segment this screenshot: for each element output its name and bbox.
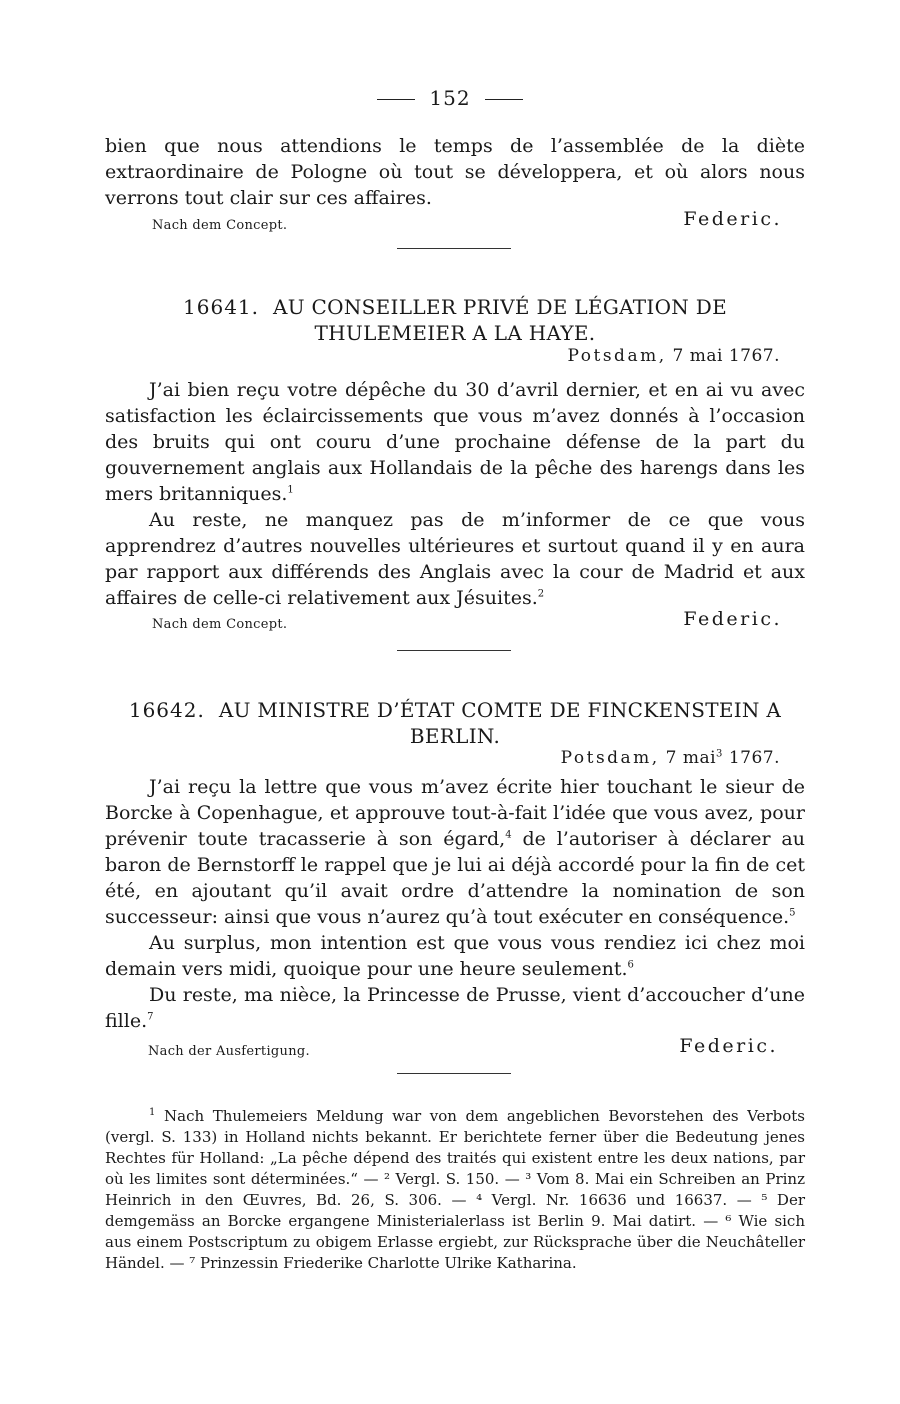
footnote-body: Nach Thulemeiers Meldung war von dem angeblichen Bevorstehen des Verbots (vergl. S. 133) in Holland nichts bekannt. Er berichtete ferner über die Bedeutung jenes Rechtes für Holland: „La pêche dépend des traités qui existent entre les deux nations, par où les limites sont déterminées.“ — ² Vergl. S. 150. — ³ Vom 8. Mai ein Schreiben an Prinz Heinrich in den Œuvres, Bd. 26, S. 306. — ⁴ Vergl. Nr. 16636 und 16637. — ⁵ Der demgemäss an Borcke ergangene Ministerialerlass ist Berlin 9. Mai datirt. — ⁶ Wie sich aus einem Postscriptum zu obigem Erlasse ergiebt, zur Rücksprache über die Neuchâteller Händel. — ⁷ Prinzessin Friederike Charlotte Ulrike Katharina. bbox=[105, 1107, 805, 1272]
footnote-ref: 4 bbox=[505, 829, 512, 841]
letter-addressee: AU CONSEILLER PRIVÉ DE LÉGATION DE THULEMEIER A LA HAYE. bbox=[273, 295, 727, 345]
letter-number: 16641. bbox=[183, 295, 259, 319]
letter-body bbox=[105, 377, 805, 611]
letter-signature: Federic. bbox=[679, 1035, 778, 1057]
separator-rule bbox=[397, 248, 511, 249]
paragraph-text: Au surplus, mon intention est que vous vous rendiez ici chez moi demain vers midi, quoique pour une heure seulement. bbox=[105, 932, 805, 980]
letter-place: Potsdam, bbox=[560, 748, 660, 768]
paragraph-text: Du reste, ma nièce, la Princesse de Prusse, vient d’accoucher d’une fille. bbox=[105, 984, 805, 1032]
letter-place: Potsdam, bbox=[567, 346, 667, 366]
paragraph-text: J’ai bien reçu votre dépêche du 30 d’avril dernier, et en ai vu avec satisfaction les éclaircissements que vous m’avez donnés à l’occasion des bruits qui ont couru d’une prochaine défense de la part du gouvernement anglais aux Hollandais de la pêche des harengs dans les mers britanniques. bbox=[105, 379, 805, 505]
paragraph-text: J’ai reçu la lettre que vous m’avez écrite hier touchant le sieur de Borcke à Copenhague, et approuve tout-à-fait l’idée que vous avez, pour prévenir toute tracasserie à son égard, bbox=[105, 776, 805, 850]
letter-addressee: AU MINISTRE D’ÉTAT COMTE DE FINCKENSTEIN A BERLIN. bbox=[218, 698, 782, 748]
continuation-text: bien que nous attendions le temps de l’assemblée de la diète extraordinaire de Pologne où tout se développera, et où alors nous verrons tout clair sur ces affaires. bbox=[105, 135, 805, 209]
footnote-ref: 1 bbox=[287, 484, 294, 496]
continuation-signature: Federic. bbox=[683, 208, 782, 230]
letter-source: Nach dem Concept. bbox=[152, 617, 288, 632]
letter-body bbox=[105, 774, 805, 1034]
footnote-marker: 1 bbox=[149, 1107, 156, 1118]
paragraph-text: Au reste, ne manquez pas de m’informer de ce que vous apprendrez d’autres nouvelles ultérieures et surtout quand il y en aura par rapport aux différends des Anglais avec la cour de Madrid et aux affaires de celle-ci relativement aux Jésuites. bbox=[105, 509, 805, 609]
letter-signature: Federic. bbox=[683, 608, 782, 630]
header-dash-left bbox=[377, 99, 415, 100]
continuation-block bbox=[105, 133, 805, 211]
letter-paragraph bbox=[105, 377, 805, 507]
header-dash-right bbox=[485, 99, 523, 100]
letter-paragraph bbox=[105, 507, 805, 611]
paragraph-text: de l’autoriser à déclarer au baron de Bernstorff le rappel que je lui ai déjà accordé pour la fin de cet été, en ajoutant qu’il avait ordre d’attendre la nomination de son successeur: ainsi que vous n’aurez qu’à tout exécuter en conséquence. bbox=[105, 828, 805, 928]
letter-number: 16642. bbox=[128, 698, 205, 722]
letter-paragraph bbox=[105, 930, 805, 982]
footnote-ref: 6 bbox=[627, 959, 634, 971]
footnote-text bbox=[105, 1106, 805, 1274]
footnote-ref: 5 bbox=[789, 907, 796, 919]
footnote-ref: 2 bbox=[537, 588, 545, 600]
letter-year: 1767. bbox=[728, 748, 780, 768]
footnote-ref: 3 bbox=[716, 748, 723, 760]
letter-heading bbox=[105, 697, 805, 749]
letter-heading bbox=[105, 294, 805, 346]
letter-date: 7 mai 1767. bbox=[672, 346, 780, 366]
separator-rule bbox=[397, 650, 511, 651]
separator-rule bbox=[397, 1073, 511, 1074]
letter-place-date bbox=[568, 346, 780, 366]
letter-paragraph bbox=[105, 982, 805, 1034]
letter-date: 7 mai bbox=[665, 748, 717, 768]
letter-paragraph bbox=[105, 774, 805, 930]
page-number: 152 bbox=[429, 86, 471, 110]
page-header bbox=[0, 86, 900, 110]
footnote-ref: 7 bbox=[147, 1011, 154, 1023]
footnotes bbox=[105, 1106, 805, 1274]
continuation-source: Nach dem Concept. bbox=[152, 218, 288, 233]
letter-place-date bbox=[561, 748, 780, 768]
letter-source: Nach der Ausfertigung. bbox=[148, 1044, 310, 1059]
